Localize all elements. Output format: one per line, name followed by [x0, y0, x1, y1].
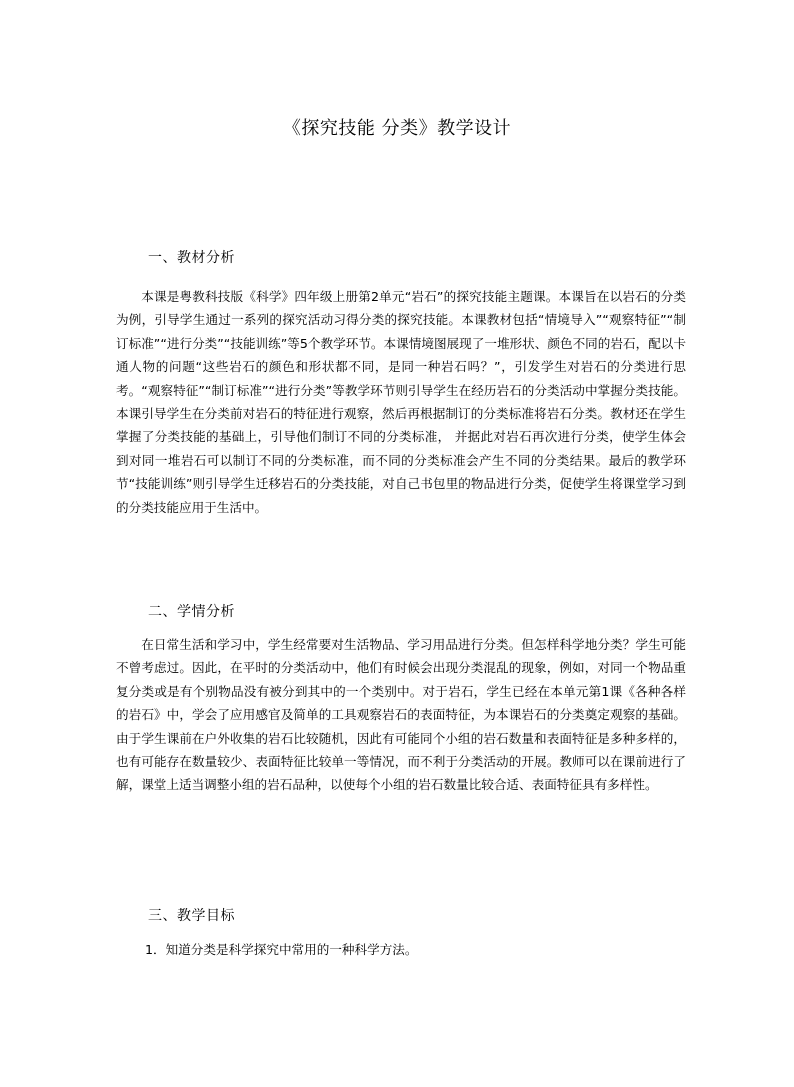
section-paragraph-student-analysis: 在日常生活和学习中，学生经常要对生活物品、学习用品进行分类。但怎样科学地分类？学生可能不曾考虑过。因此，在平时的分类活动中，他们有时候会出现分类混乱的现象，例如，对同一个物品重复分类或是有个别物品没有被分到其中的一个类别中。对于岩石，学生已经在本单元第1课《各种各样的岩石》中，学会了应用感官及简单的工具观察岩石的表面特征，为本课岩石的分类奠定观察的基础。由于学生课前在户外收集的岩石比较随机，因此有可能同个小组的岩石数量和表面特征是多种多样的，也有可能存在数量较少、表面特征比较单一等情况，而不利于分类活动的开展。教师可以在课前进行了解，课堂上适当调整小组的岩石品种，以使每个小组的岩石数量比较合适、表面特征具有多样性。: [116, 637, 686, 793]
section-heading-student-analysis: 二、学情分析: [148, 604, 235, 620]
document-title: 《探究技能 分类》教学设计: [282, 118, 512, 139]
section-heading-teaching-goals: 三、教学目标: [148, 908, 235, 924]
section-heading-textbook-analysis: 一、教材分析: [148, 250, 235, 266]
section-paragraph-textbook-analysis: 本课是粤教科技版《科学》四年级上册第2单元“岩石”的探究技能主题课。本课旨在以岩石的分类为例，引导学生通过一系列的探究活动习得分类的探究技能。本课教材包括“情境导入”“观察特征”“制订标准”“进行分类”“技能训练”等5个教学环节。本课情境图展现了一堆形状、颜色不同的岩石，配以卡通人物的问题“这些岩石的颜色和形状都不同，是同一种岩石吗？”，引发学生对岩石的分类进行思考。“观察特征”“制订标准”“进行分类”等教学环节则引导学生在经历岩石的分类活动中掌握分类技能。本课引导学生在分类前对岩石的特征进行观察，然后再根据制订的分类标准将岩石分类。教材还在学生掌握了分类技能的基础上，引导他们制订不同的分类标准， 并据此对岩石再次进行分类，使学生体会到对同一堆岩石可以制订不同的分类标准，而不同的分类标准会产生不同的分类结果。最后的教学环节“技能训练”则引导学生迁移岩石的分类技能，对自己书包里的物品进行分类，促使学生将课堂学习到的分类技能应用于生活中。: [116, 289, 686, 515]
goal-list-item: 1．知道分类是科学探究中常用的一种科学方法。: [145, 942, 418, 957]
